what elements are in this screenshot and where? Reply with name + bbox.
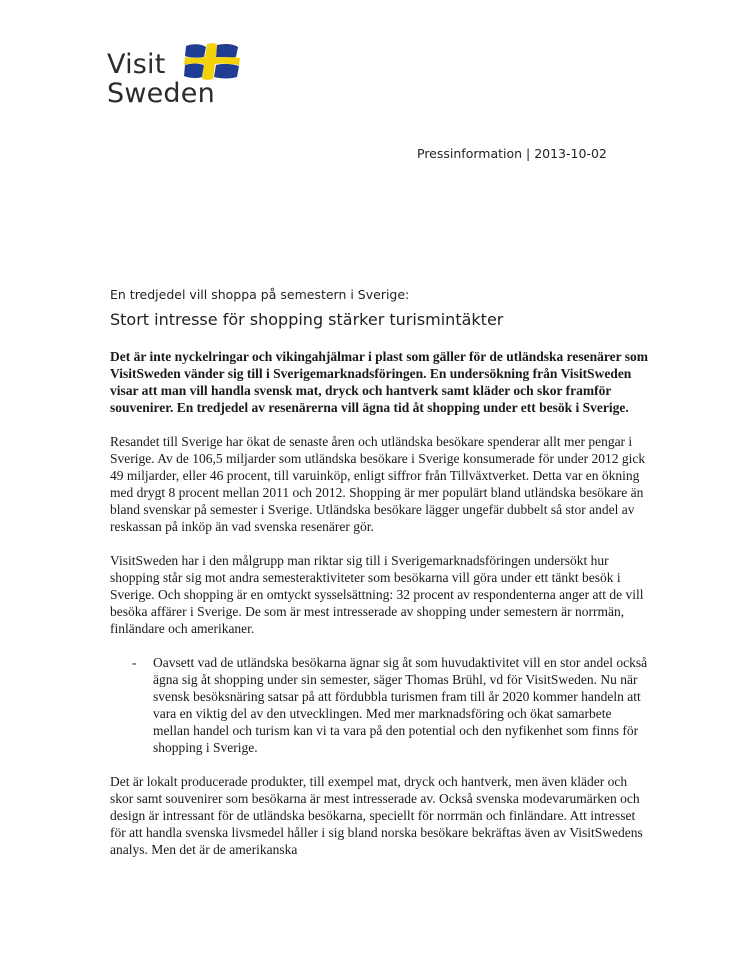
- press-info-date: Pressinformation | 2013-10-02: [417, 146, 607, 161]
- article-body: [110, 348, 650, 875]
- logo-line-sweden: Sweden: [107, 78, 215, 109]
- article-headline: Stort intresse för shopping stärker turismintäkter: [110, 310, 504, 329]
- quote-text: Oavsett vad de utländska besökarna ägnar sig åt som huvudaktivitet vill en stor andel också ägna sig åt shopping under sin semester, säger Thomas Brühl, vd för VisitSweden. Nu när svensk besöksnäring satsar på att fördubbla turismen fram till år 2020 kommer handeln att vara en viktig del av den utvecklingen. Med mer marknadsföring och ökat samarbete mellan handel och turism kan vi ta vara på den potential och den nyfikenhet som finns för shopping i Sverige.: [153, 655, 648, 755]
- article-quote: [110, 654, 650, 756]
- article-lead: Det är inte nyckelringar och vikingahjälmar i plast som gäller för de utländska resenärer som VisitSweden vänder sig till i Sverigemarknadsföringen. En undersökning från VisitSweden visar att man vill handla svensk mat, dryck och hantverk samt kläder och skor framför souvenirer. En tredjedel av resenärerna vill ägna tid åt shopping under ett besök i Sverige.: [110, 349, 649, 415]
- visitsweden-logo: [107, 42, 247, 112]
- article-paragraph-2: VisitSweden har i den målgrupp man riktar sig till i Sverigemarknadsföringen undersökt hur shopping står sig mot andra semesteraktiviteter som besökarna vill göra under ett tänkt besök i Sverige. Och shopping är en omtyckt sysselsättning: 32 procent av respondenterna anger att de vill besöka affärer i Sverige. De som är mest intresserade av shopping under semestern är norrmän, finländare och amerikaner.: [110, 553, 644, 636]
- article-paragraph-1: Resandet till Sverige har ökat de senaste åren och utländska besökare spenderar allt mer pengar i Sverige. Av de 106,5 miljarder som utländska besökare i Sverige konsumerade för under 2012 gick 49 miljarder, eller 46 procent, till varuinköp, enligt siffror från Tillväxtverket. Detta var en ökning med drygt 8 procent mellan 2011 och 2012. Shopping är mer populärt bland utländska besökare än bland svenskar på semester i Sverige. Utländska besökare lägger ungefär dubbelt så stor andel av reskassan på inköp än vad svenska resenärer gör.: [110, 434, 646, 534]
- swedish-flag-icon: [183, 42, 241, 80]
- article-paragraph-3: Det är lokalt producerade produkter, till exempel mat, dryck och hantverk, men även kläder och skor samt souvenirer som besökarna är mest intresserade av. Också svenska modevarumärken och design är intressant för de utländska besökarna, speciellt för norrmän och finländare. Att intresset för att handla svenska livsmedel håller i sig bland norska besökare bekräftas även av VisitSwedens analys. Men det är de amerikanska: [110, 774, 643, 857]
- logo-line-visit: Visit: [107, 49, 166, 80]
- quote-dash: -: [132, 655, 137, 670]
- article-kicker: En tredjedel vill shoppa på semestern i Sverige:: [110, 287, 410, 302]
